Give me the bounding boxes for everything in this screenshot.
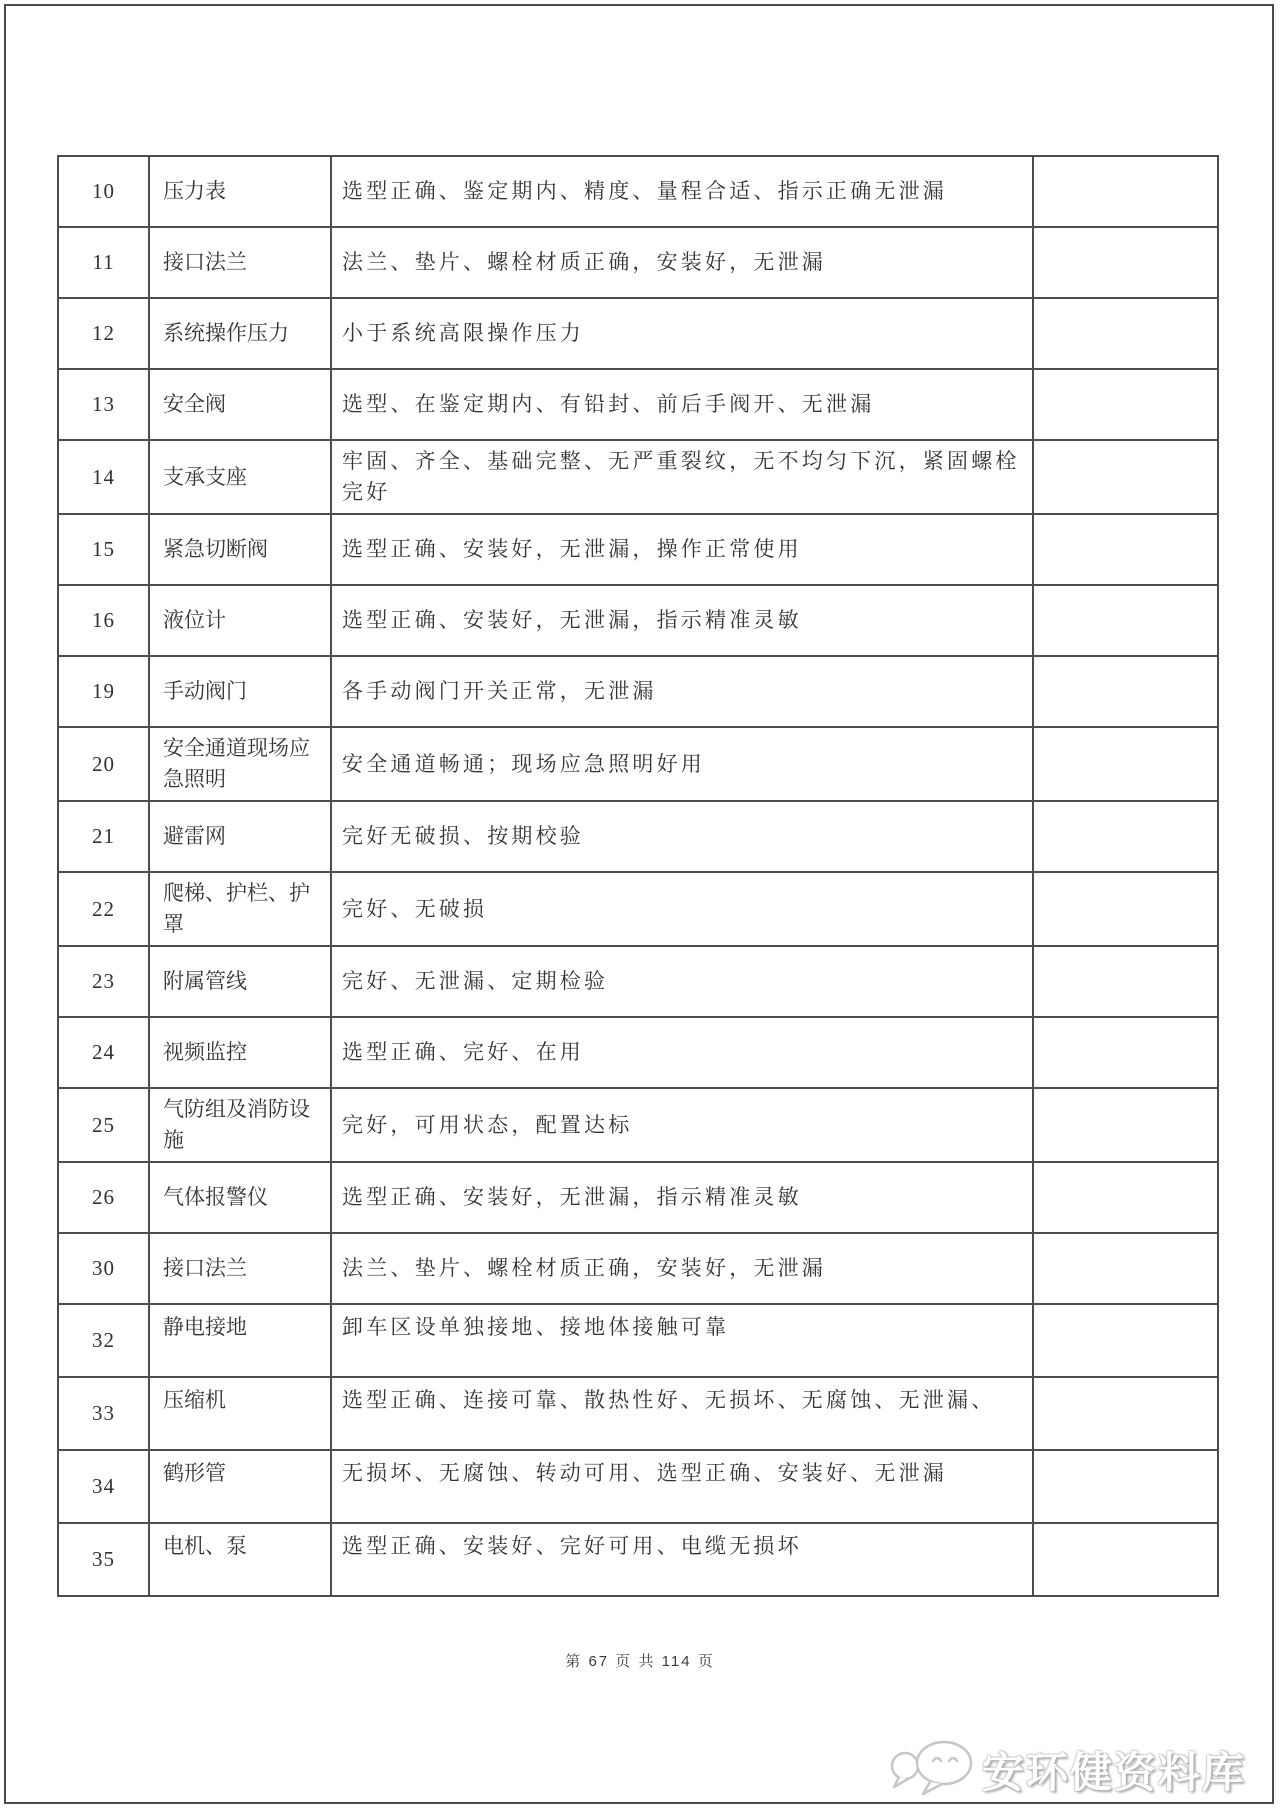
result-cell [1033, 1017, 1218, 1088]
table-row [58, 440, 1218, 514]
row-number-cell: 12 [58, 298, 149, 369]
row-number-cell: 19 [58, 656, 149, 727]
row-number-cell: 10 [58, 156, 149, 227]
table-row [58, 156, 1218, 227]
result-cell [1033, 1304, 1218, 1377]
table-row [58, 227, 1218, 298]
result-cell [1033, 1450, 1218, 1523]
result-cell [1033, 585, 1218, 656]
result-cell [1033, 369, 1218, 440]
row-number-cell: 24 [58, 1017, 149, 1088]
item-criteria-cell: 完好无破损、按期校验 [331, 801, 1033, 872]
table-row [58, 514, 1218, 585]
item-criteria-cell: 选型正确、完好、在用 [331, 1017, 1033, 1088]
table-row [58, 946, 1218, 1017]
item-criteria-cell: 法兰、垫片、螺栓材质正确，安装好，无泄漏 [331, 227, 1033, 298]
item-name-cell: 视频监控 [149, 1017, 331, 1088]
item-criteria-cell: 选型正确、安装好、完好可用、电缆无损坏 [331, 1523, 1033, 1596]
item-criteria-cell: 选型正确、安装好，无泄漏，指示精准灵敏 [331, 1162, 1033, 1233]
item-name-cell: 系统操作压力 [149, 298, 331, 369]
table-row [58, 727, 1218, 801]
result-cell [1033, 514, 1218, 585]
result-cell [1033, 1233, 1218, 1304]
result-cell [1033, 1162, 1218, 1233]
table-row [58, 1377, 1218, 1450]
item-name-cell: 压缩机 [149, 1377, 331, 1450]
item-name-cell: 手动阀门 [149, 656, 331, 727]
item-criteria-cell: 法兰、垫片、螺栓材质正确，安装好，无泄漏 [331, 1233, 1033, 1304]
item-criteria-cell: 选型、在鉴定期内、有铅封、前后手阀开、无泄漏 [331, 369, 1033, 440]
table-row [58, 585, 1218, 656]
row-number-cell: 26 [58, 1162, 149, 1233]
result-cell [1033, 156, 1218, 227]
table-row [58, 801, 1218, 872]
table-row [58, 1162, 1218, 1233]
item-criteria-cell: 选型正确、连接可靠、散热性好、无损坏、无腐蚀、无泄漏、 [331, 1377, 1033, 1450]
table-row [58, 1233, 1218, 1304]
item-name-cell: 气防组及消防设施 [149, 1088, 331, 1162]
result-cell [1033, 440, 1218, 514]
result-cell [1033, 1377, 1218, 1450]
chat-bubbles-icon [889, 1736, 977, 1803]
item-criteria-cell: 牢固、齐全、基础完整、无严重裂纹，无不均匀下沉，紧固螺栓完好 [331, 440, 1033, 514]
item-name-cell: 接口法兰 [149, 227, 331, 298]
table-row [58, 298, 1218, 369]
row-number-cell: 14 [58, 440, 149, 514]
row-number-cell: 25 [58, 1088, 149, 1162]
inspection-table [57, 155, 1219, 1597]
result-cell [1033, 227, 1218, 298]
row-number-cell: 20 [58, 727, 149, 801]
item-name-cell: 安全通道现场应急照明 [149, 727, 331, 801]
item-name-cell: 鹤形管 [149, 1450, 331, 1523]
item-criteria-cell: 选型正确、安装好，无泄漏，指示精准灵敏 [331, 585, 1033, 656]
item-name-cell: 紧急切断阀 [149, 514, 331, 585]
item-criteria-cell: 完好、无泄漏、定期检验 [331, 946, 1033, 1017]
item-name-cell: 静电接地 [149, 1304, 331, 1377]
result-cell [1033, 1088, 1218, 1162]
table-row [58, 656, 1218, 727]
item-name-cell: 接口法兰 [149, 1233, 331, 1304]
item-name-cell: 气体报警仪 [149, 1162, 331, 1233]
item-name-cell: 液位计 [149, 585, 331, 656]
table-row [58, 872, 1218, 946]
page-footer: 第 67 页 共 114 页 [565, 1653, 715, 1670]
row-number-cell: 32 [58, 1304, 149, 1377]
row-number-cell: 34 [58, 1450, 149, 1523]
row-number-cell: 30 [58, 1233, 149, 1304]
item-criteria-cell: 完好，可用状态，配置达标 [331, 1088, 1033, 1162]
row-number-cell: 13 [58, 369, 149, 440]
row-number-cell: 22 [58, 872, 149, 946]
table-row [58, 1088, 1218, 1162]
result-cell [1033, 946, 1218, 1017]
item-name-cell: 爬梯、护栏、护罩 [149, 872, 331, 946]
row-number-cell: 15 [58, 514, 149, 585]
table-row [58, 369, 1218, 440]
item-name-cell: 附属管线 [149, 946, 331, 1017]
item-name-cell: 安全阀 [149, 369, 331, 440]
table-row [58, 1017, 1218, 1088]
item-criteria-cell: 选型正确、鉴定期内、精度、量程合适、指示正确无泄漏 [331, 156, 1033, 227]
table-row [58, 1523, 1218, 1596]
row-number-cell: 35 [58, 1523, 149, 1596]
row-number-cell: 21 [58, 801, 149, 872]
row-number-cell: 11 [58, 227, 149, 298]
result-cell [1033, 1523, 1218, 1596]
item-criteria-cell: 无损坏、无腐蚀、转动可用、选型正确、安装好、无泄漏 [331, 1450, 1033, 1523]
item-name-cell: 电机、泵 [149, 1523, 331, 1596]
item-criteria-cell: 选型正确、安装好，无泄漏，操作正常使用 [331, 514, 1033, 585]
item-criteria-cell: 完好、无破损 [331, 872, 1033, 946]
item-criteria-cell: 卸车区设单独接地、接地体接触可靠 [331, 1304, 1033, 1377]
table-row [58, 1450, 1218, 1523]
item-name-cell: 支承支座 [149, 440, 331, 514]
item-criteria-cell: 安全通道畅通；现场应急照明好用 [331, 727, 1033, 801]
row-number-cell: 16 [58, 585, 149, 656]
table-row [58, 1304, 1218, 1377]
result-cell [1033, 801, 1218, 872]
item-criteria-cell: 小于系统高限操作压力 [331, 298, 1033, 369]
result-cell [1033, 656, 1218, 727]
item-criteria-cell: 各手动阀门开关正常，无泄漏 [331, 656, 1033, 727]
row-number-cell: 23 [58, 946, 149, 1017]
watermark-text: 安环健资料库 [981, 1748, 1246, 1796]
result-cell [1033, 298, 1218, 369]
item-name-cell: 压力表 [149, 156, 331, 227]
item-name-cell: 避雷网 [149, 801, 331, 872]
watermark [889, 1736, 1246, 1803]
result-cell [1033, 727, 1218, 801]
result-cell [1033, 872, 1218, 946]
row-number-cell: 33 [58, 1377, 149, 1450]
